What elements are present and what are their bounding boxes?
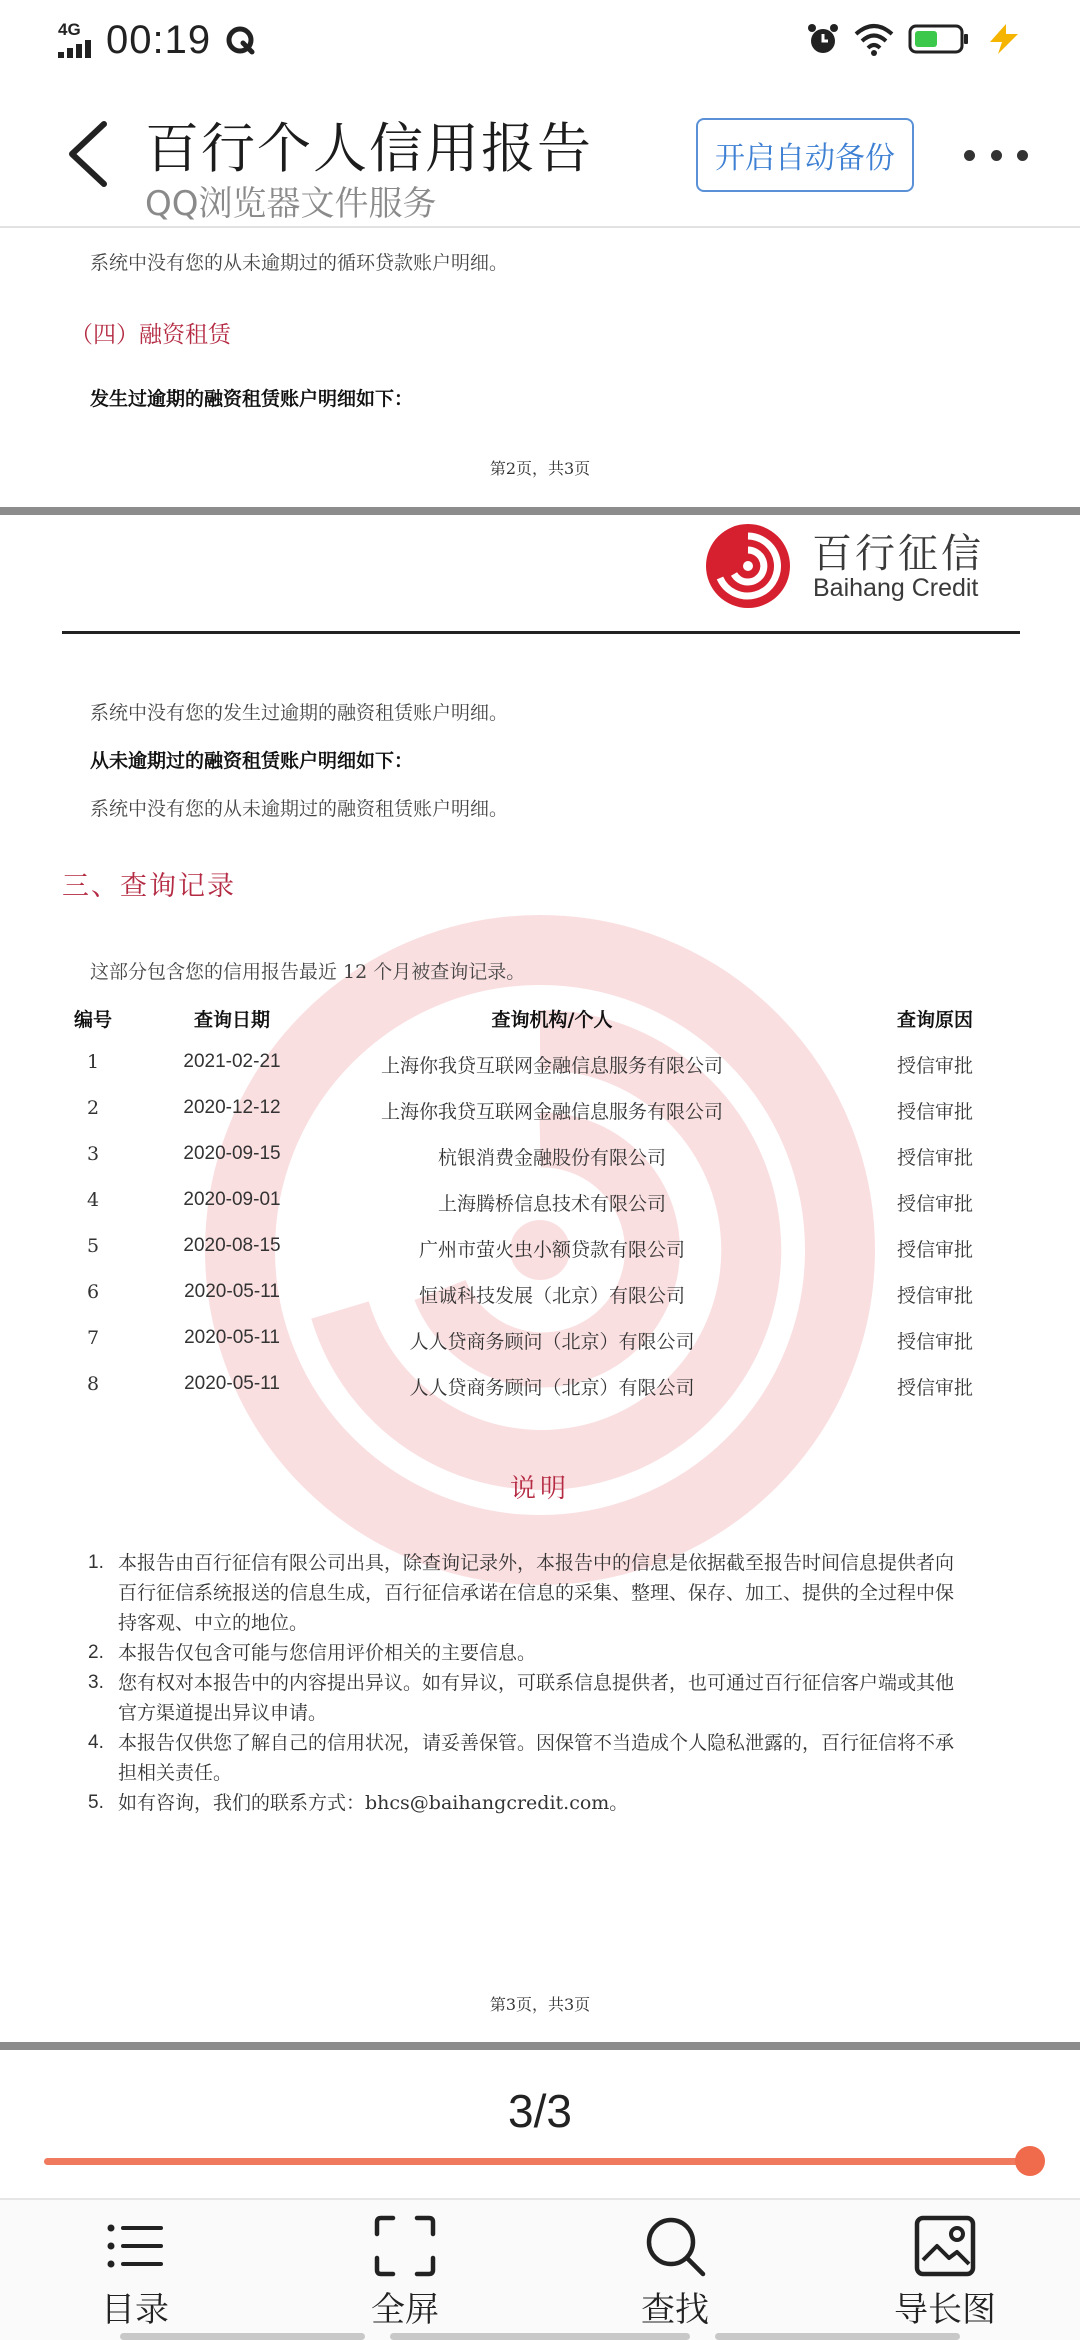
home-indicator — [715, 2333, 960, 2340]
doc-line: 系统中没有您的从未逾期过的融资租赁账户明细。 — [90, 798, 509, 820]
cell-no: 2 — [86, 1097, 100, 1119]
cell-no: 4 — [86, 1189, 100, 1211]
charging-icon — [984, 22, 1024, 56]
more-dot-icon — [964, 150, 975, 161]
cell-reason: 授信审批 — [896, 1285, 973, 1307]
cell-date: 2020-05-11 — [184, 1373, 280, 1394]
logo-text-en: Baihang Credit — [813, 574, 979, 602]
cellular-signal-icon — [58, 19, 96, 60]
column-header: 编号 — [73, 1009, 112, 1031]
note-item — [88, 1788, 1020, 1818]
doc-subheading: 从未逾期过的融资租赁账户明细如下： — [90, 750, 414, 772]
status-time: 00:19 — [106, 18, 212, 62]
cell-date: 2020-09-01 — [183, 1189, 281, 1210]
note-line: 如有咨询，我们的联系方式：bhcs@baihangcredit.com。 — [118, 1792, 629, 1814]
more-menu-button[interactable] — [964, 140, 1028, 170]
section-heading-query: 三、查询记录 — [62, 871, 236, 902]
table-row — [62, 1223, 1020, 1269]
cell-reason: 授信审批 — [896, 1055, 973, 1077]
table-row — [62, 1085, 1020, 1131]
cell-org: 上海你我贷互联网金融信息服务有限公司 — [380, 1101, 723, 1123]
network-type: 4G — [58, 19, 81, 39]
cell-org: 上海腾桥信息技术有限公司 — [437, 1193, 666, 1215]
notes-title: 说明 — [509, 1474, 570, 1504]
page-title: 百行个人信用报告 — [145, 117, 593, 180]
cell-org: 广州市萤火虫小额贷款有限公司 — [418, 1239, 685, 1261]
find-label: 查找 — [641, 2290, 709, 2330]
page-slider-fill — [44, 2158, 1038, 2165]
qq-browser-icon — [225, 25, 257, 57]
note-line: 本报告仅包含可能与您信用评价相关的主要信息。 — [118, 1642, 537, 1664]
table-row — [62, 1269, 1020, 1315]
note-line: 百行征信系统报送的信息生成，百行征信承诺在信息的采集、整理、保存、加工、提供的全过程中保 — [118, 1582, 955, 1604]
table-row — [62, 1315, 1020, 1361]
long-image-icon — [913, 2214, 977, 2278]
note-line: 持客观、中立的地位。 — [118, 1612, 309, 1634]
note-line: 您有权对本报告中的内容提出异议。如有异议，可联系信息提供者，也可通过百行征信客户端或其他 — [118, 1672, 955, 1694]
cell-date: 2020-05-11 — [184, 1281, 280, 1302]
cell-no: 5 — [86, 1235, 100, 1257]
cell-reason: 授信审批 — [896, 1147, 973, 1169]
status-right — [806, 22, 1024, 56]
table-header-row — [62, 993, 1020, 1039]
note-line: 本报告由百行征信有限公司出具，除查询记录外，本报告中的信息是依据截至报告时间信息提供者向 — [118, 1552, 955, 1574]
cell-date: 2020-12-12 — [183, 1097, 281, 1118]
cell-reason: 授信审批 — [896, 1331, 973, 1353]
toc-label: 目录 — [101, 2290, 169, 2330]
cell-reason: 授信审批 — [896, 1101, 973, 1123]
cell-reason: 授信审批 — [896, 1377, 973, 1399]
column-header: 查询机构/个人 — [491, 1009, 613, 1031]
cell-org: 恒诚科技发展（北京）有限公司 — [418, 1285, 685, 1307]
cell-reason: 授信审批 — [896, 1193, 973, 1215]
note-item — [88, 1728, 1020, 1788]
fullscreen-label: 全屏 — [371, 2290, 439, 2330]
status-left — [58, 18, 257, 63]
baihang-logo-icon — [700, 518, 796, 614]
note-line: 官方渠道提出异议申请。 — [118, 1702, 328, 1724]
page-divider — [0, 2042, 1080, 2050]
doc-subheading: 发生过逾期的融资租赁账户明细如下： — [90, 388, 414, 410]
fullscreen-button[interactable] — [315, 2214, 495, 2334]
page-slider-thumb[interactable] — [1015, 2146, 1045, 2176]
query-records-table — [62, 993, 1020, 1407]
home-indicator — [120, 2333, 365, 2340]
page-number: 第2页，共3页 — [489, 459, 591, 478]
back-button[interactable] — [60, 114, 120, 194]
cell-date: 2020-09-15 — [183, 1143, 281, 1164]
cell-no: 7 — [86, 1327, 100, 1349]
page-indicator-bar — [0, 2050, 1080, 2198]
note-line: 担相关责任。 — [118, 1762, 233, 1784]
table-row — [62, 1131, 1020, 1177]
more-dot-icon — [991, 150, 1002, 161]
auto-backup-button[interactable]: 开启自动备份 — [696, 118, 914, 192]
note-item — [88, 1548, 1020, 1638]
note-number: 4. — [88, 1732, 104, 1753]
cell-no: 6 — [86, 1281, 100, 1303]
list-icon — [103, 2214, 167, 2278]
doc-line: 系统中没有您的发生过逾期的融资租赁账户明细。 — [90, 702, 509, 724]
note-number: 3. — [88, 1672, 104, 1693]
baihang-logo — [700, 518, 1000, 614]
find-button[interactable] — [585, 2214, 765, 2334]
cell-org: 杭银消费金融股份有限公司 — [437, 1147, 666, 1169]
table-row — [62, 1361, 1020, 1407]
page-indicator: 3/3 — [508, 2085, 572, 2137]
search-icon — [643, 2214, 707, 2278]
header-rule — [62, 631, 1020, 634]
doc-line: 系统中没有您的从未逾期过的循环贷款账户明细。 — [90, 252, 509, 274]
notes-list — [88, 1548, 1020, 1818]
toc-button[interactable] — [45, 2214, 225, 2334]
column-header: 查询日期 — [193, 1009, 270, 1031]
note-item — [88, 1638, 1020, 1668]
cell-org: 人人贷商务顾问（北京）有限公司 — [409, 1377, 695, 1399]
page-divider — [0, 507, 1080, 515]
export-long-image-label: 导长图 — [894, 2290, 996, 2330]
table-row — [62, 1177, 1020, 1223]
section-heading-leasing: （四）融资租赁 — [70, 322, 231, 348]
query-intro: 这部分包含您的信用报告最近 12 个月被查询记录。 — [90, 961, 526, 983]
note-item — [88, 1668, 1020, 1728]
page-number: 第3页，共3页 — [489, 1995, 591, 2014]
table-row — [62, 1039, 1020, 1085]
cell-reason: 授信审批 — [896, 1239, 973, 1261]
wifi-icon — [854, 22, 894, 56]
cell-date: 2020-08-15 — [183, 1235, 281, 1256]
cell-no: 3 — [86, 1143, 100, 1165]
status-bar — [0, 0, 1080, 84]
home-indicator — [390, 2333, 690, 2340]
app-header — [0, 84, 1080, 228]
cell-date: 2021-02-21 — [183, 1051, 281, 1072]
logo-text-cn: 百行征信 — [812, 531, 984, 577]
cell-org: 人人贷商务顾问（北京）有限公司 — [409, 1331, 695, 1353]
battery-icon — [908, 22, 970, 56]
cell-org: 上海你我贷互联网金融信息服务有限公司 — [380, 1055, 723, 1077]
cell-date: 2020-05-11 — [184, 1327, 280, 1348]
note-number: 1. — [88, 1552, 104, 1573]
page-subtitle: QQ浏览器文件服务 — [145, 184, 437, 224]
export-long-image-button[interactable] — [855, 2214, 1035, 2334]
alarm-icon — [806, 22, 840, 56]
cell-no: 1 — [86, 1051, 100, 1073]
column-header: 查询原因 — [896, 1009, 973, 1031]
note-number: 2. — [88, 1642, 104, 1663]
document-viewer[interactable] — [0, 230, 1080, 2050]
note-number: 5. — [88, 1792, 104, 1813]
fullscreen-icon — [373, 2214, 437, 2278]
more-dot-icon — [1017, 150, 1028, 161]
page-slider-track[interactable] — [44, 2158, 1038, 2165]
cell-no: 8 — [86, 1373, 100, 1395]
note-line: 本报告仅供您了解自己的信用状况，请妥善保管。因保管不当造成个人隐私泄露的，百行征信将不承 — [118, 1732, 955, 1754]
bottom-toolbar — [0, 2198, 1080, 2340]
